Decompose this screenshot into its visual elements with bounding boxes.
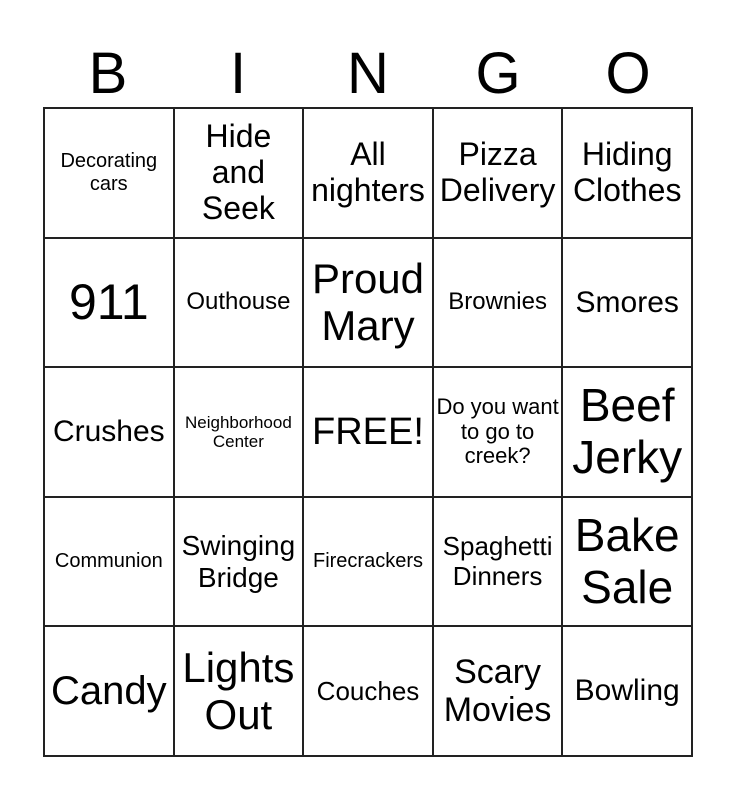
bingo-cell[interactable] bbox=[433, 497, 563, 627]
bingo-cell[interactable] bbox=[562, 238, 692, 368]
bingo-cell[interactable] bbox=[174, 108, 304, 238]
bingo-cell-text: All nighters bbox=[311, 135, 425, 208]
bingo-cell[interactable] bbox=[433, 238, 563, 368]
bingo-cell[interactable] bbox=[303, 367, 433, 497]
bingo-cell-text: Hide and Seek bbox=[201, 118, 275, 226]
bingo-cell-text: Smores bbox=[575, 285, 679, 319]
bingo-cell-text: Beef Jerky bbox=[572, 379, 683, 483]
bingo-cell[interactable] bbox=[44, 238, 174, 368]
bingo-cell-text: Candy bbox=[50, 668, 167, 713]
bingo-cell[interactable] bbox=[44, 108, 174, 238]
bingo-cell-text: 911 bbox=[68, 274, 149, 331]
bingo-cell-text: Lights Out bbox=[182, 644, 295, 739]
bingo-cell[interactable] bbox=[44, 367, 174, 497]
bingo-cell[interactable] bbox=[433, 626, 563, 756]
bingo-cell-text: Swinging Bridge bbox=[181, 530, 296, 593]
bingo-cell-text: Outhouse bbox=[186, 287, 291, 315]
bingo-cell[interactable] bbox=[303, 626, 433, 756]
bingo-cell[interactable] bbox=[433, 108, 563, 238]
bingo-cell[interactable] bbox=[433, 367, 563, 497]
bingo-cell[interactable] bbox=[174, 626, 304, 756]
header-letter-i: I bbox=[229, 41, 247, 106]
bingo-cell[interactable] bbox=[174, 238, 304, 368]
bingo-cell[interactable] bbox=[303, 497, 433, 627]
bingo-cell-text: Bake Sale bbox=[574, 509, 680, 613]
header-letter-g: G bbox=[475, 41, 521, 106]
bingo-cell[interactable] bbox=[562, 367, 692, 497]
bingo-cell[interactable] bbox=[44, 497, 174, 627]
bingo-header bbox=[43, 40, 693, 108]
bingo-cell-text: FREE! bbox=[312, 410, 424, 453]
bingo-card-grid bbox=[43, 107, 693, 757]
bingo-cell-text: Communion bbox=[54, 550, 163, 573]
bingo-cell[interactable] bbox=[303, 108, 433, 238]
bingo-cell-text: Neighborhood Center bbox=[184, 412, 292, 451]
header-letter-b: B bbox=[88, 41, 128, 106]
header-letter-n: N bbox=[347, 41, 389, 106]
bingo-cell[interactable] bbox=[174, 367, 304, 497]
bingo-cell-text: Brownies bbox=[448, 287, 547, 315]
bingo-cell-text: Proud Mary bbox=[311, 255, 425, 350]
bingo-cell-text: Scary Movies bbox=[443, 653, 552, 730]
bingo-cell-text: Crushes bbox=[52, 415, 165, 449]
bingo-cell[interactable] bbox=[562, 497, 692, 627]
bingo-cell[interactable] bbox=[303, 238, 433, 368]
bingo-cell-text: Do you want to go to creek? bbox=[436, 394, 559, 469]
bingo-cell[interactable] bbox=[174, 497, 304, 627]
bingo-cell-text: Firecrackers bbox=[312, 550, 423, 573]
bingo-cell[interactable] bbox=[562, 108, 692, 238]
bingo-cell[interactable] bbox=[562, 626, 692, 756]
bingo-cell-text: Hiding Clothes bbox=[572, 135, 682, 208]
bingo-cell-text: Bowling bbox=[574, 674, 680, 708]
bingo-cell-text: Couches bbox=[316, 675, 420, 706]
bingo-cell-text: Pizza Delivery bbox=[439, 135, 556, 208]
bingo-cell-text: Spaghetti Dinners bbox=[442, 531, 553, 591]
bingo-cell[interactable] bbox=[44, 626, 174, 756]
bingo-cell-text: Decorating cars bbox=[60, 150, 158, 195]
header-letter-o: O bbox=[605, 41, 651, 106]
